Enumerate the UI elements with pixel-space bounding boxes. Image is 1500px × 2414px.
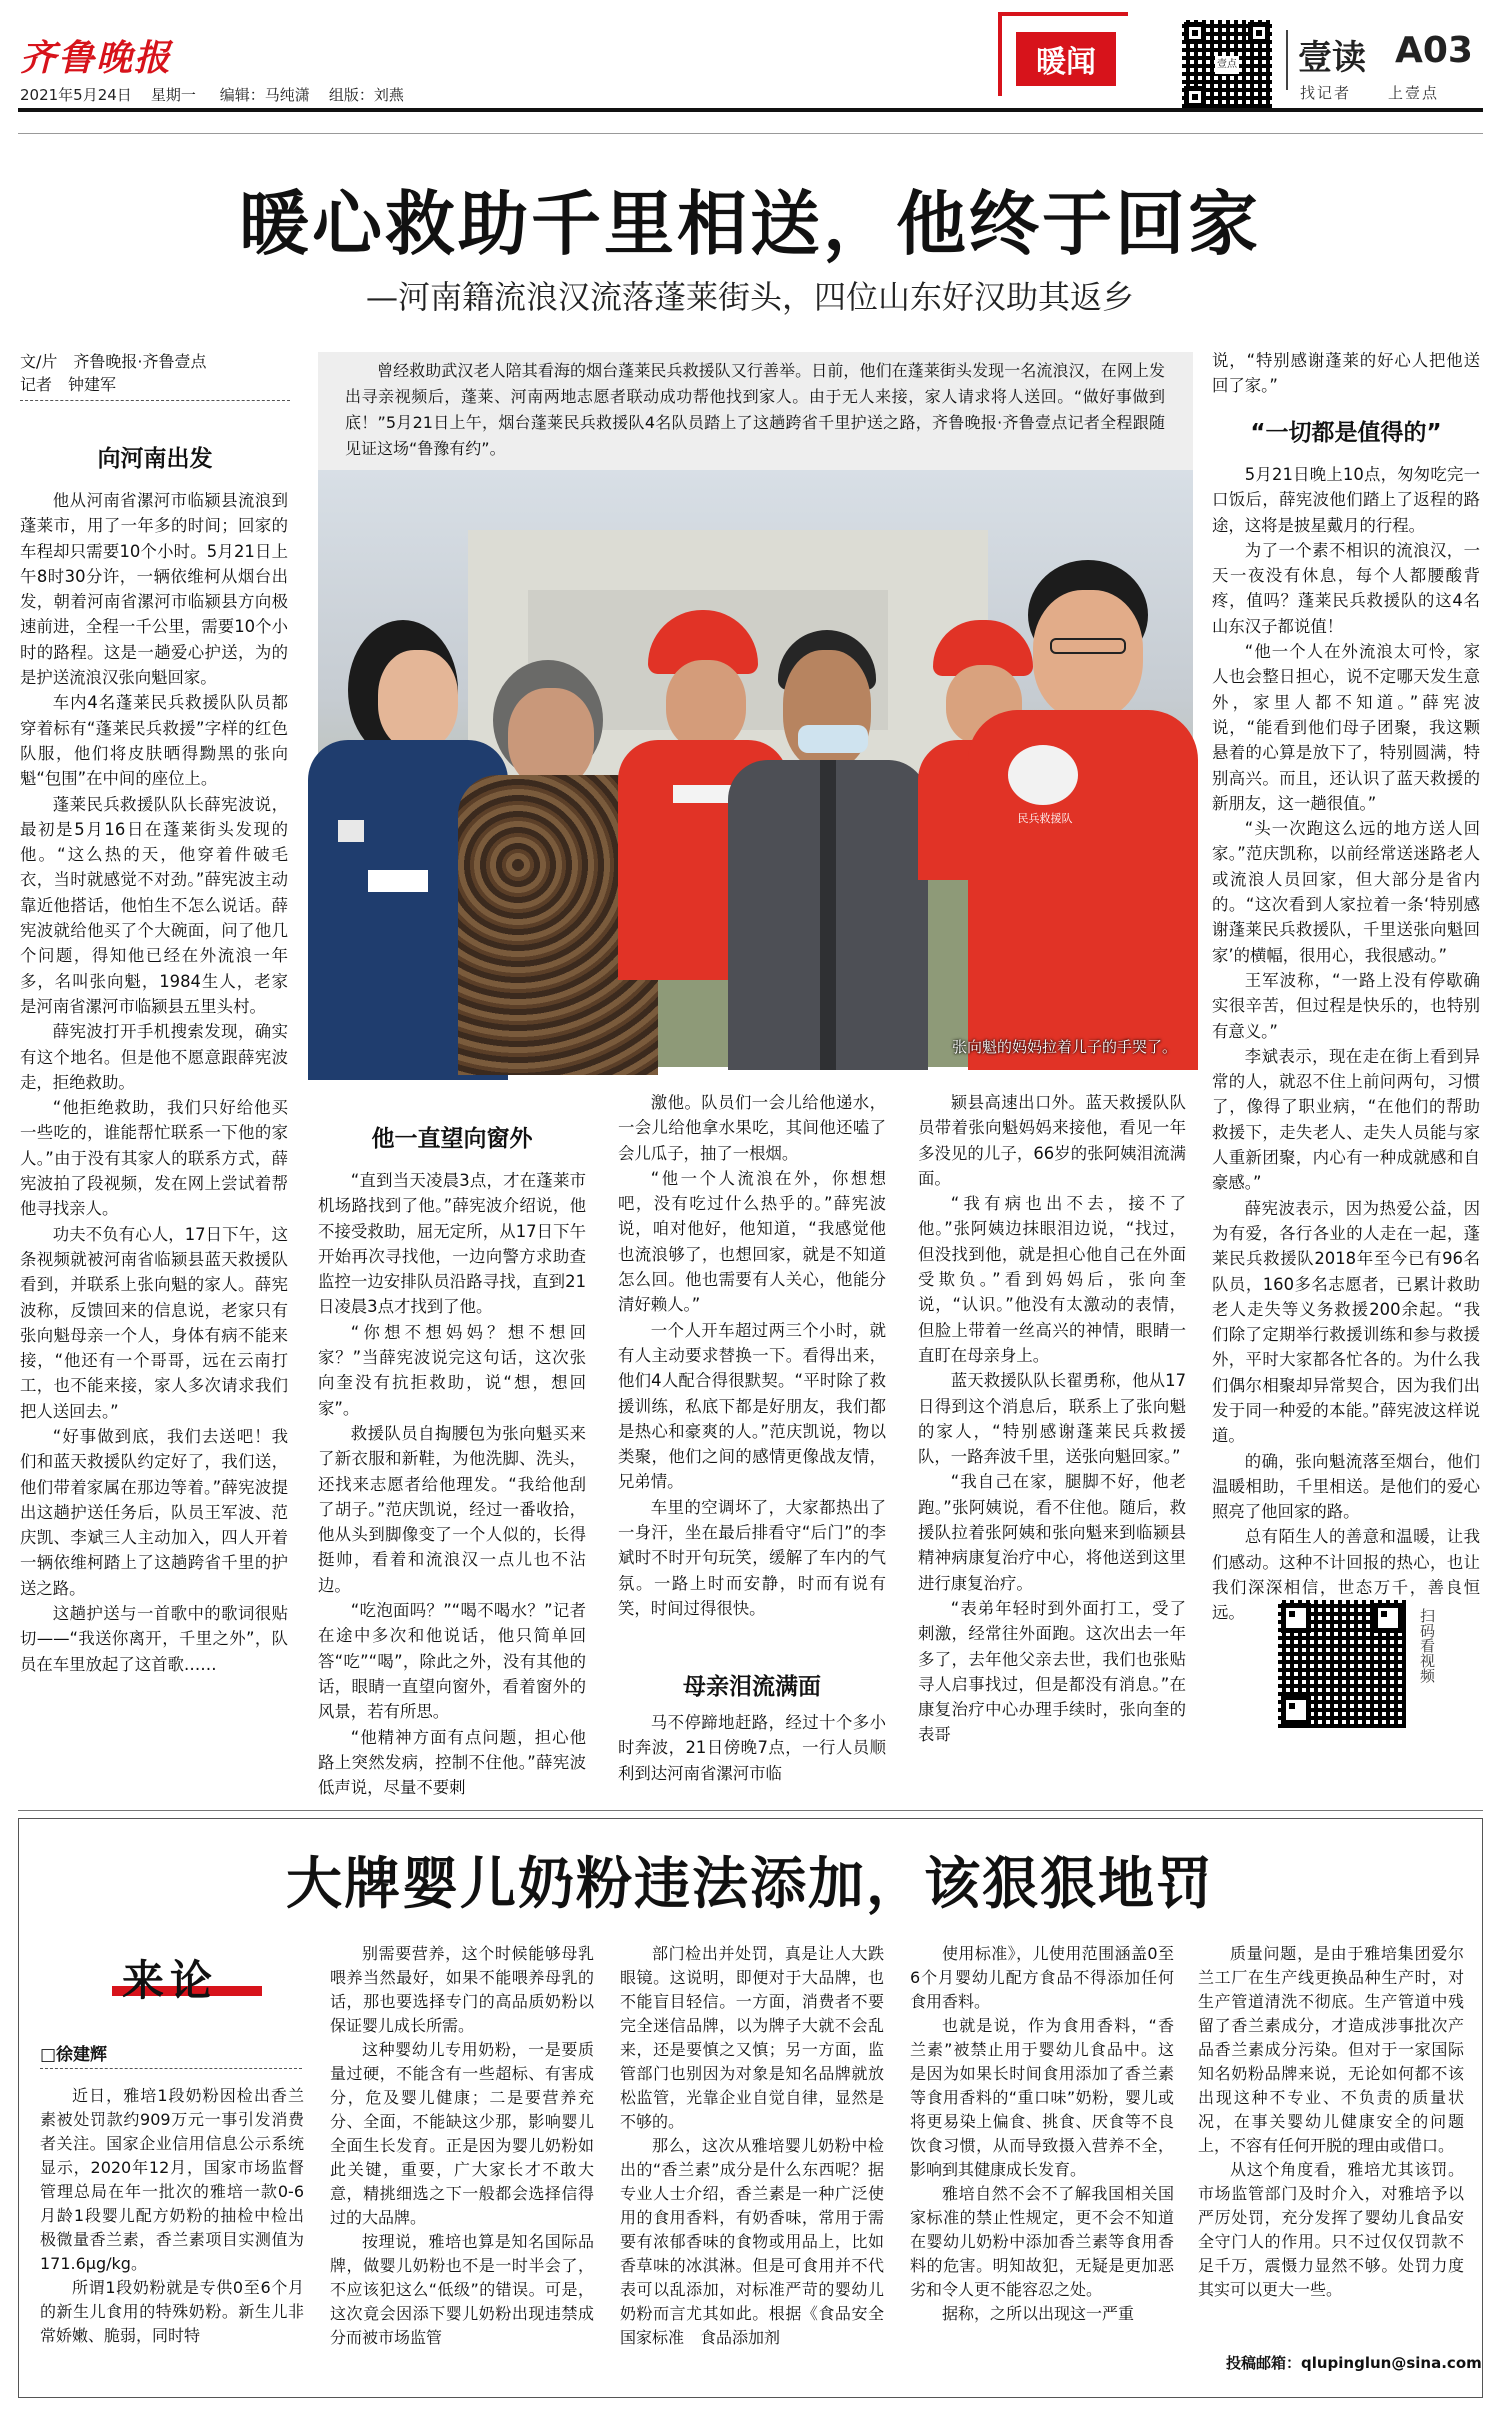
paragraph: 蓝天救援队队长翟勇称，他从17日得到这个消息后，联系上了张向魁的家人，“特别感谢蓬莱民兵救援队，一路奔波千里，送张向魁回家。” [918,1371,1186,1467]
opinion-column-5 [1198,1942,1464,2350]
uniform-patch [368,870,428,892]
paragraph: 据称，之所以出现这一严重 [942,2304,1135,2323]
opinion-column-2-text [330,1942,594,2350]
masthead-rule [18,108,1483,112]
subhead-mother-tears: 母亲泪流满面 [683,1674,821,1700]
paragraph: 那么，这次从雅培婴儿奶粉中检出的“香兰素”成分是什么东西呢？据专业人士介绍，香兰素是一种广泛使用的食用香料，有奶香味，常用于需要有浓郁香味的食物或用品上，比如香草味的冰淇淋。但是可食用并不代表可以乱添加，对标准严苛的婴幼儿奶粉而言尤其如此。根据《食品安全国家标准 食品添加剂 [620,2136,884,2347]
story-column-1 [20,488,288,1783]
story-byline [20,350,300,396]
paragraph: 功夫不负有心人，17日下午，这条视频就被河南省临颍县蓝天救援队看到，并联系上张向魁的家人。薛宪波称，反馈回来的信息说，老家只有张向魁母亲一个人，身体有病不能来接，“他还有一个哥哥，远在云南打工，也不能来接，家人多次请求我们把人送回去。” [20,1224,288,1421]
paragraph: “好事做到底，我们去送吧！我们和蓝天救援队约定好了，我们送，他们带着家属在那边等着。”薛宪波提出这趟护送任务后，队员王军波、范庆凯、李斌三人主动加入，四人开着一辆依维柯踏上了这趟跨省千里的护送之路。 [20,1426,288,1598]
news-photo [318,470,1193,1067]
subhead-worth-it: “一切都是值得的” [1250,420,1442,446]
paragraph: 所谓1段奶粉就是专供0至6个月的新生儿食用的特殊奶粉。新生儿非常娇嫩、脆弱，同时特 [40,2278,304,2345]
badge [338,820,364,842]
paragraph: 李斌表示，现在走在街上看到异常的人，就忍不住上前问两句，习惯了，像得了职业病，“在他们的帮助救援下，走失老人、走失人员能与家人重新团聚，内心有一种成就感和自豪感。” [1212,1046,1480,1193]
paragraph: 车内4名蓬莱民兵救援队队员都穿着标有“蓬莱民兵救援”字样的红色队服，他们将皮肤晒得黝黑的张向魁“包围”在中间的座位上。 [20,693,288,789]
paragraph: “你想不想妈妈？想不想回家？”当薛宪波说完这句话，这次张向奎没有抗拒救助，说“想，想回家”。 [318,1322,586,1418]
section-separator [18,1810,1483,1811]
paragraph: “吃泡面吗？”“喝不喝水？”记者在途中多次和他说话，他只简单回答“吃”“喝”，除此之外，没有其他的话，眼睛一直望向窗外，看着窗外的风景，若有所思。 [318,1601,586,1722]
paragraph: “他一个人流浪在外，你想想吧，没有吃过什么热乎的。”薛宪波说，咱对他好，他知道，“我感觉他也流浪够了，也想回家，就是不知道怎么回。他也需要有人关心，他能分清好赖人。” [618,1168,886,1315]
qr-center-label: 壹点 [1215,56,1239,74]
paragraph: 薛宪波表示，因为热爱公益，因为有爱，各行各业的人走在一起，蓬莱民兵救援队2018年至今已有96名队员，160多名志愿者，已累计救助老人走失等义务救援200余起。“我们除了定期举行救援训练和参与救援外，平时大家都各忙各的。为什么我们偶尔相聚却异常契合，因为我们出发于同一种爱的本能。”薛宪波这样说道。 [1212,1198,1480,1446]
paragraph: “他一个人在外流浪太可怜，家人也会整日担心，说不定哪天发生意外，家里人都不知道。”薛宪波说，“能看到他们母子团聚，我这颗悬着的心算是放下了，特别圆满，特别高兴。而且，还认识了蓝天救援的新朋友，这一趟很值。” [1212,642,1480,813]
story-subheadline: —河南籍流浪汉流落蓬莱街头，四位山东好汉助其返乡 [365,278,1134,316]
photo-intro-text: 曾经救助武汉老人陪其看海的烟台蓬莱民兵救援队又行善举。日前，他们在蓬莱街头发现一名流浪汉，在网上发出寻亲视频后，蓬莱、河南两地志愿者联动成功帮他找到家人。由于无人来接，家人请求将人送回。“做好事做到底！”5月21日上午，烟台蓬莱民兵救援队4名队员踏上了这趟跨省千里护送之路，齐鲁晚报·齐鲁壹点记者全程跟随见证这场“鲁豫有约”。 [345,361,1165,458]
paragraph: 为了一个素不相识的流浪汉，一天一夜没有休息，每个人都腰酸背疼，值吗？蓬莱民兵救援队的这4名山东汉子都说值！ [1212,540,1480,636]
masthead [0,0,1500,138]
opinion-author: □徐建辉 [40,2045,108,2065]
paragraph: 这种婴幼儿专用奶粉，一是要质量过硬，不能含有一些超标、有害成分，危及婴儿健康；二是要营养充分、全面，不能缺这少那，影响婴儿全面生长发育。正是因为婴儿奶粉如此关键，重要，广大家长才不敢大意，精挑细选之下一般都会选择信得过的大品牌。 [330,2040,594,2227]
column-5-text [1212,462,1480,1626]
subhead-window: 他一直望向窗外 [371,1126,533,1152]
video-qr-code[interactable] [1278,1600,1406,1728]
story-column-4 [918,1090,1186,1788]
paragraph: 总有陌生人的善意和温暖，让我们感动。这种不计回报的热心，也让我们深深相信，世态万千，善良恒远。 [1212,1527,1480,1623]
column-5a-text: 说，“特别感谢蓬莱的好心人把他送回了家。” [1212,351,1480,396]
editor-text: 编辑：马纯潇 [219,86,310,104]
zhang-xiangkui [728,630,928,1070]
newspaper-logo: 齐鲁晚报 [20,37,173,79]
author-rule [40,2068,302,2070]
story-column-3b [618,1710,886,1788]
paragraph: 的确，张向魁流落至烟台，他们温暖相助，千里相送。是他们的爱心照亮了他回家的路。 [1212,1451,1480,1522]
paragraph: 近日，雅培1段奶粉因检出香兰素被处罚款约909万元一事引发消费者关注。国家企业信用信息公示系统显示，2020年12月，国家市场监督管理总局在年一批次的雅培一款0-6月龄1段婴儿配方奶粉的抽检中检出极微量香兰素，香兰素项目实测值为171.6μg/kg。 [40,2086,304,2273]
byline-reporter: 记者 钟建军 [20,375,117,394]
opinion-column-1-text [40,2084,304,2348]
opinion-column-1 [40,2084,304,2374]
face-mask [798,725,868,753]
paragraph: 王军波称，“一路上没有停歇确实很辛苦，但过程是快乐的，也特别有意义。” [1212,970,1480,1041]
paragraph: 使用标准》，儿使用范围涵盖0至6个月婴幼儿配方食品不得添加任何食用香料。 [910,1944,1174,2011]
subhead-to-henan: 向河南出发 [97,446,213,472]
contact-email: 投稿邮箱：qlupinglun@sina.com [1226,2354,1482,2372]
paragraph: 也就是说，作为食用香料，“香兰素”被禁止用于婴幼儿食品中。这是因为如果长时间食用添加了香兰素等食用香料的“重口味”奶粉，婴儿或将更易染上偏食、挑食、厌食等不良饮食习惯，从而导致摄入营养不全，影响到其健康成长发育。 [910,2016,1174,2179]
paragraph: 马不停蹄地赶路，经过十个多小时奔波，21日傍晚7点，一行人员顺利到达河南省漯河市临 [618,1713,886,1783]
column-2-text [318,1168,586,1800]
designer-text: 组版：刘燕 [328,86,404,104]
story-column-5a [1212,348,1480,400]
paragraph: “直到当天凌晨3点，才在蓬莱市机场路找到了他。”薛宪波介绍说，他不接受救助，屈无定所，从17日下午开始再次寻找他，一边向警方求助查监控一边安排队员沿路寻找，直到21日凌晨3点才找到了他。 [318,1171,586,1317]
section-tab [1016,32,1116,86]
date-text: 2021年5月24日 [20,86,132,104]
rescuer-red-right [958,560,1198,1070]
opinion-column-3 [620,1942,884,2374]
opinion-tag-label: 来论 [122,1956,219,2005]
paragraph: 雅培自然不会不了解我国相关国家标准的禁止性规定，更不会不知道在婴幼儿奶粉中添加香兰素等食用香料的危害。明知故犯，无疑是更加恶劣和令人更不能容忍之处。 [910,2184,1174,2299]
column-1-text [20,488,288,1677]
glasses [1050,638,1126,654]
brand-name: 壹读 [1298,38,1366,78]
paragraph: 按理说，雅培也算是知名国际品牌，做婴儿奶粉也不是一时半会了，不应该犯这么“低级”的错误。可是，这次竟会因添下婴儿奶粉出现违禁成分而被市场监管 [330,2232,594,2347]
paragraph: 救援队员自掏腰包为张向魁买来了新衣服和新鞋，为他洗脚、洗头，还找来志愿者给他理发。“我给他刮了胡子。”范庆凯说，经过一番收拾，他从头到脚像变了一个人似的，长得挺帅，看着和流浪汉一点儿也不沾边。 [318,1423,586,1595]
opinion-column-4 [910,1942,1174,2374]
paragraph: “我有病也出不去，接不了他。”张阿姨边抹眼泪边说，“找过，但没找到他，就是担心他自己在外面受欺负。”看到妈妈后，张向奎说，“认识。”他没有太激动的表情，但脸上带着一丝高兴的神情，眼睛一直盯在母亲身上。 [918,1194,1186,1365]
paragraph: 从这个角度看，雅培尤其该罚。市场监管部门及时介入，对雅培予以严厉处罚，充分发挥了婴幼儿食品安全守门人的作用。只不过仅仅罚款不足千万，震慑力显然不够。处罚力度其实可以更大一些。 [1198,2160,1464,2299]
story-headline: 暖心救助千里相送，他终于回家 [239,182,1261,265]
paragraph: 薛宪波打开手机搜索发现，确实有这个地名。但是他不愿意跟薛宪波走，拒绝救助。 [20,1022,288,1092]
masthead-date [20,84,404,105]
opinion-column-4-text [910,1942,1174,2326]
slogan-left: 找记者 [1300,84,1352,102]
story-column-3 [618,1090,886,1630]
paragraph: 部门检出并处罚，真是让人大跌眼镜。这说明，即便对于大品牌，也不能盲目轻信。一方面，消费者不要完全迷信品牌，以为牌子大就不会乱来，还是要慎之又慎；另一方面，监管部门也别因为对象是知名品牌就放松监管，光靠企业自觉自律，显然是不够的。 [620,1944,884,2131]
slogan-right: 上壹点 [1388,84,1440,102]
page-number: A03 [1395,30,1473,71]
opinion-tag [112,1950,262,2006]
section-label: 暖闻 [1036,45,1096,80]
vest-label: 民兵救援队 [1017,812,1073,825]
opinion-column-3-text [620,1942,884,2350]
masthead-divider [1286,30,1288,90]
paragraph: 他从河南省漯河市临颍县流浪到蓬莱市，用了一年多的时间；回家的车程却只需要10个小时。5月21日上午8时30分许，一辆依维柯从烟台出发，朝着河南省漯河市临颍县方向极速前进，全程一千公里，需要10个小时的路程。这是一趟爱心护送，为的是护送流浪汉张向魁回家。 [20,491,288,688]
masthead-rule-thin [18,133,1483,134]
paragraph: 一个人开车超过两三个小时，就有人主动要求替换一下。看得出来，他们4人配合得很默契。“平时除了救援训练，私底下都是好朋友，我们都是热心和豪爽的人。”范庆凯说，物以类聚，他们之间的感情更像战友情，兄弟情。 [618,1320,886,1492]
opinion-column-5-text [1198,1942,1464,2302]
byline-rule [20,400,290,402]
paragraph: “头一次跑这么远的地方送人回家。”范庆凯称，以前经常送迷路老人或流浪人员回家，但大部分是省内的。“这次看到人家拉着一条‘特别感谢蓬莱民兵救援队，千里送张向魁回家’的横幅，很用心，我很感动。” [1212,819,1480,965]
column-3b-text [618,1710,886,1786]
opinion-column-2 [330,1942,594,2374]
paragraph: 这趟护送与一首歌中的歌词很贴切——“我送你离开，千里之外”，队员在车里放起了这首歌…… [20,1604,288,1674]
paragraph: “我自己在家，腿脚不好，他老跑。”张阿姨说，看不住他。随后，救援队拉着张阿姨和张向魁来到临颍县精神病康复治疗中心，将他送到这里进行康复治疗。 [918,1472,1186,1593]
column-3-text [618,1090,886,1621]
story-column-2 [318,1168,586,1798]
paragraph: “表弟年轻时到外面打工，受了刺激，经常往外面跑。这次出去一年多了，去年他父亲去世，我们也张贴寻人启事找过，但是都没有消息。”在康复治疗中心办理手续时，张向奎的表哥 [918,1598,1186,1745]
paragraph: “他精神方面有点问题，担心他路上突然发病，控制不住他。”薛宪波低声说，尽量不要刺 [318,1727,586,1798]
photo-caption: 张向魁的妈妈拉着儿子的手哭了。 [951,1038,1177,1056]
column-4-text [918,1090,1186,1748]
byline-source: 文/片 齐鲁晚报·齐鲁壹点 [20,352,207,371]
qr-caption: 扫码看视频 [1418,1608,1436,1683]
paragraph: 别需要营养，这个时候能够母乳喂养当然最好，如果不能喂养母乳的话，那也要选择专门的高品质奶粉以保证婴儿成长所需。 [330,1944,594,2035]
paragraph: 蓬莱民兵救援队队长薛宪波说，最初是5月16日在蓬莱街头发现的他。“这么热的天，他穿着件破毛衣，当时就感觉不对劲。”薛宪波主动靠近他搭话，他怕生不怎么说话。薛宪波就给他买了个大碗面，问了他几个问题，得知他已经在外流浪一年多，名叫张向魁，1984生人，老家是河南省漯河市临颍县五里头村。 [20,794,288,1016]
masthead-qr-code[interactable] [1182,20,1272,110]
paragraph: “他拒绝救助，我们只好给他买一些吃的，谁能帮忙联系一下他的家人。”由于没有其家人的联系方式，薛宪波拍了段视频，发在网上尝试着帮他寻找亲人。 [20,1098,288,1219]
paragraph: 颍县高速出口外。蓝天救援队队员带着张向魁妈妈来接他，看见一年多没见的儿子，66岁的张阿姨泪流满面。 [918,1093,1186,1188]
paragraph: 车里的空调坏了，大家都热出了一身汗，坐在最后排看守“后门”的李斌时不时开句玩笑，缓解了车内的气氛。一路上时而安静，时而有说有笑，时间过得很快。 [618,1497,886,1618]
emblem-patch [1008,745,1078,805]
story-column-5 [1212,462,1480,1623]
opinion-headline: 大牌婴儿奶粉违法添加，该狠狠地罚 [286,1851,1214,1917]
weekday-text: 星期一 [150,86,196,104]
paragraph: 激他。队员们一会儿给他递水，一会儿给他拿水果吃，其间他还嗑了会儿瓜子，抽了一根烟。 [618,1093,886,1163]
paragraph: 5月21日晚上10点，匆匆吃完一口饭后，薛宪波他们踏上了返程的路途，这将是披星戴月的行程。 [1212,465,1480,535]
paragraph: 质量问题，是由于雅培集团爱尔兰工厂在生产线更换品种生产时，对生产管道清洗不彻底。生产管道中残留了香兰素成分，才造成涉事批次产品香兰素成分污染。但对于一家国际知名奶粉品牌来说，无论如何都不该出现这种不专业、不负责的质量状况，在事关婴幼儿健康安全的问题上，不容有任何开脱的理由或借口。 [1198,1944,1464,2155]
